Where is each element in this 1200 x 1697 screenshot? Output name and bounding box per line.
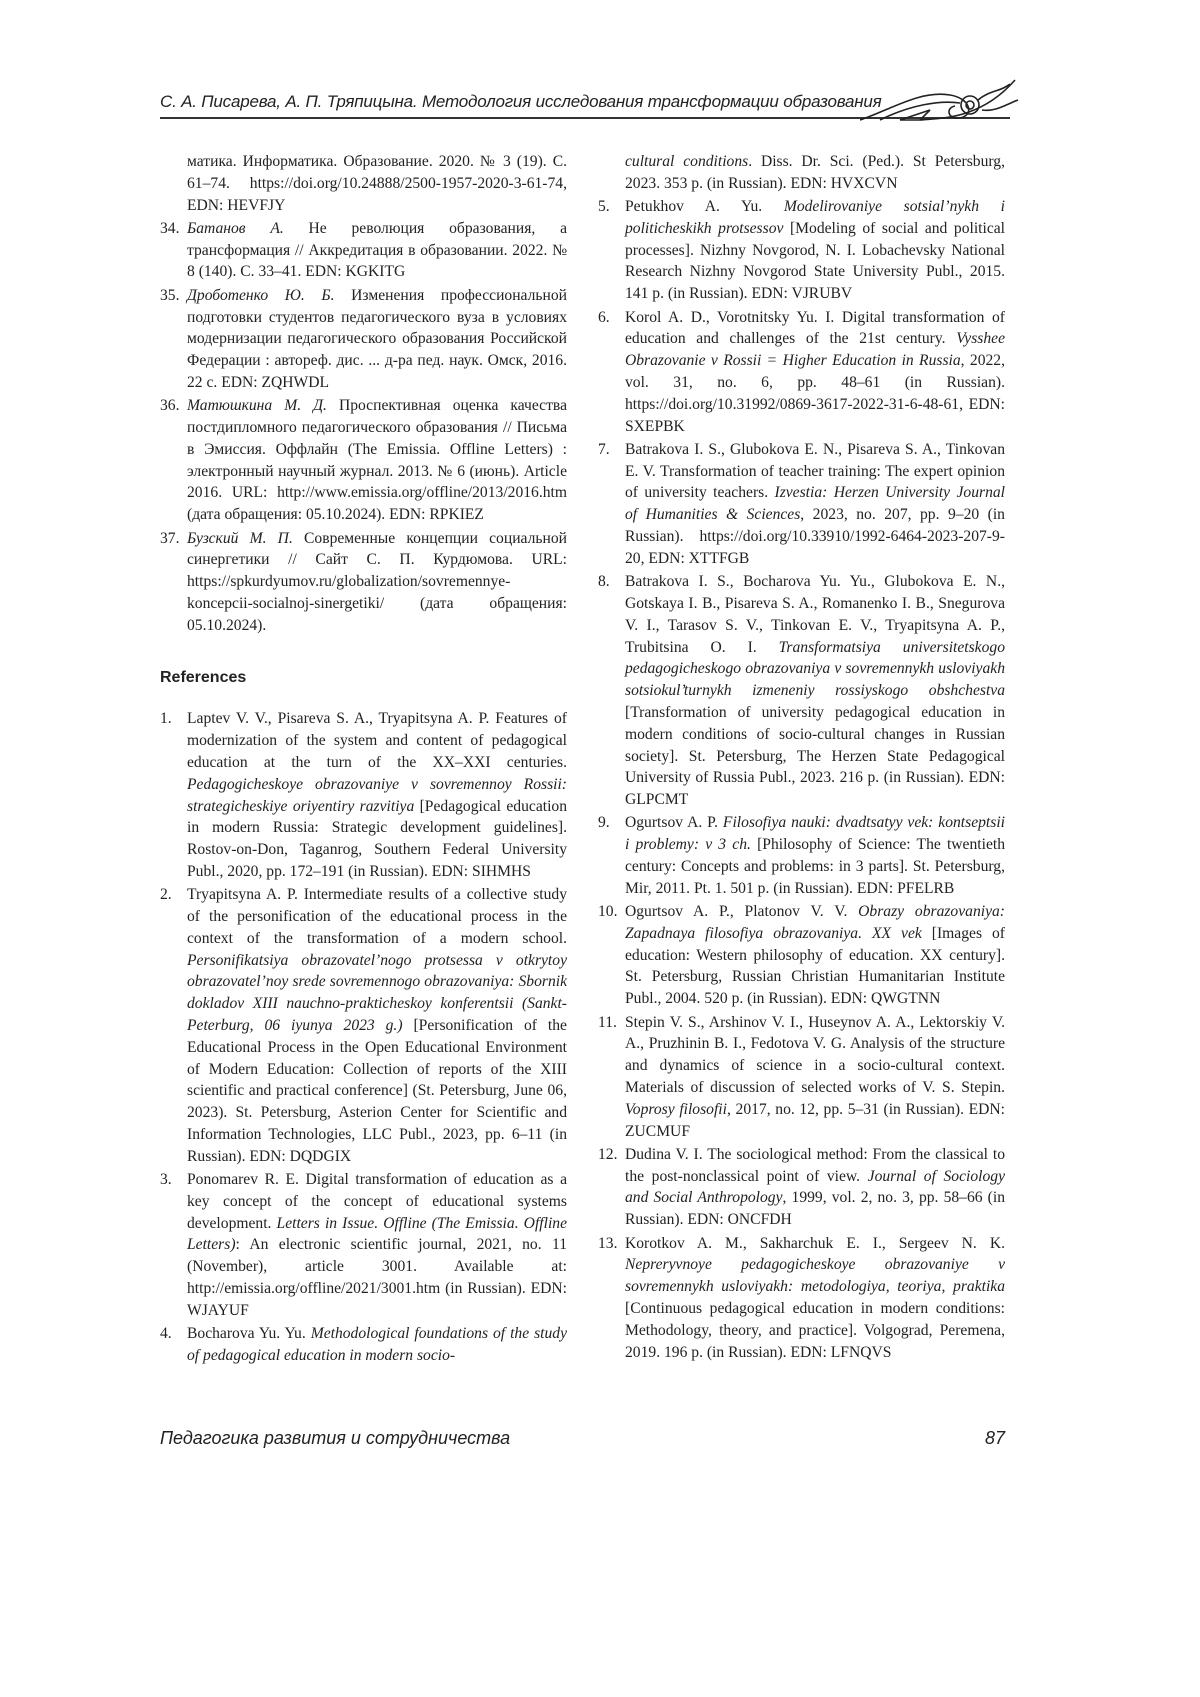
- russian-reference-list: [160, 218, 567, 637]
- italic-title-text: Батанов А.: [187, 220, 284, 237]
- reference-number: 7.: [598, 439, 610, 461]
- reference-entry: [598, 1233, 1005, 1364]
- reference-text: Korotkov A. M., Sakharchuk E. I., Sergeev N. K.: [625, 1235, 1005, 1252]
- reference-number: 6.: [598, 307, 610, 329]
- reference-entry: [598, 1144, 1005, 1231]
- reference-entry: [598, 307, 1005, 438]
- reference-text: Tryapitsyna A. P. Intermediate results of a collective study of the personification of the educational process in the context of the transformation of a modern school.: [187, 886, 567, 947]
- reference-entry: [160, 1323, 567, 1367]
- italic-title-text: Filosofiya nauki: dvadtsatyy vek: kontseptsii i problemy: v 3 ch.: [625, 814, 1005, 853]
- italic-title-text: Transformatsiya universitetskogo pedagogicheskogo obrazovaniya v sovremennykh usloviyakh sotsiokul’turnykh izmeneniy rossiyskogo obshchestva: [625, 639, 1005, 700]
- italic-title-text: Voprosy filosofii: [625, 1101, 727, 1118]
- reference-text: [Continuous pedagogical education in modern conditions: Methodology, theory, and practice]. Volgograd, Peremena, 2019. 196 p. (in Russian). EDN: LFNQVS: [625, 1300, 1005, 1361]
- reference-text: Laptev V. V., Pisareva S. A., Tryapitsyna A. P. Features of modernization of the system and content of pedagogical education at the turn of the XX–XXI centuries.: [187, 710, 567, 771]
- reference-text: Изменения профессиональной подготовки студентов педагогического вуза в условиях модернизации педагогического образования Российской Федерации : автореф. дис. ... д-ра пед. наук. Омск, 2016. 22 с. EDN: ZQHWDL: [187, 287, 567, 391]
- reference-number: 2.: [160, 884, 172, 906]
- reference-text: Dudina V. I. The sociological method: From the classical to the post-nonclassical point of view.: [625, 1146, 1005, 1185]
- reference-text: матика. Информатика. Образование. 2020. № 3 (19). С. 61–74. https://doi.org/10.24888/2500-1957-2020-3-61-74, EDN: HEVFJY: [187, 153, 567, 214]
- reference-text: Ogurtsov A. P., Platonov V. V.: [625, 903, 858, 920]
- italic-title-text: Modelirovaniye sotsial’nykh i politicheskikh protsessov: [625, 198, 1005, 237]
- reference-entry: [160, 708, 567, 882]
- reference-entry: [598, 901, 1005, 1010]
- italic-title-text: Journal of Sociology and Social Anthropology: [625, 1168, 1005, 1207]
- reference-text: , 2022, vol. 31, no. 6, pp. 48–61 (in Russian). https://doi.org/10.31992/0869-3617-2022-31-6-48-61, EDN: SXEPBK: [625, 352, 1005, 434]
- reference-number: 34.: [160, 218, 180, 240]
- italic-title-text: cultural conditions: [625, 153, 748, 170]
- reference-text: Batrakova I. S., Glubokova E. N., Pisareva S. A., Tinkovan E. V. Transformation of teacher training: The expert opinion of university teachers.: [625, 441, 1005, 502]
- reference-number: 13.: [598, 1233, 618, 1255]
- italic-title-text: Nepreryvnoye pedagogicheskoye obrazovaniye v sovremennykh usloviyakh: metodologiya, teoriya, praktika: [625, 1256, 1005, 1295]
- reference-text: , 1999, vol. 2, no. 3, pp. 58–66 (in Russian). EDN: ONCFDH: [625, 1189, 1005, 1228]
- reference-text: Stepin V. S., Arshinov V. I., Huseynov A. A., Lektorskiy V. A., Pruzhinin B. I., Fedotova V. G. Analysis of the structure and dynamics of science in a socio-cultural context. Materials of discussion of selected works of V. S. Stepin.: [625, 1014, 1005, 1096]
- reference-text: Batrakova I. S., Bocharova Yu. Yu., Glubokova E. N., Gotskaya I. B., Pisareva S. A., Romanenko I. B., Snegurova V. I., Tarasov S. V., Tinkovan E. V., Tryapitsyna A. P., Trubitsina O. I.: [625, 573, 1005, 655]
- reference-number: 9.: [598, 812, 610, 834]
- reference-text: Ponomarev R. E. Digital transformation of education as a key concept of the concept of educational systems development.: [187, 1171, 567, 1232]
- running-title: С. А. Писарева, А. П. Тряпицына. Методология исследования трансформации образования: [160, 92, 882, 112]
- reference-text: , 2023, no. 207, pp. 9–20 (in Russian). https://doi.org/10.33910/1992-6464-2023-207-9-20, EDN: XTTFGB: [625, 506, 1005, 567]
- reference-text: [Modeling of social and political processes]. Nizhny Novgorod, N. I. Lobachevsky National Research Nizhny Novgorod State University Publ., 2015. 141 p. (in Russian). EDN: VJRUBV: [625, 220, 1005, 302]
- reference-text: : An electronic scientific journal, 2021, no. 11 (November), article 3001. Available at: http://emissia.org/offline/2021/3001.htm (in Russian). EDN: WJAYUF: [187, 1236, 567, 1318]
- reference-number: 35.: [160, 285, 180, 307]
- reference-text: [Personification of the Educational Process in the Open Educational Environment of Modern Education: Collection of reports of the XIII scientific and practical conference] (St. Petersburg, June 06, 2023). St. Petersburg, Asterion Center for Scientific and Information Technologies, LLC Publ., 2023, pp. 6–11 (in Russian). EDN: DQDGIX: [187, 1017, 567, 1165]
- reference-entry: [598, 812, 1005, 899]
- references-heading: References: [160, 667, 567, 689]
- reference-number: 12.: [598, 1144, 618, 1166]
- reference-text: Современные концепции социальной синергетики // Сайт С. П. Курдюмова. URL: https://spkurdyumov.ru/globalization/sovremennye-koncepcii-socialnoj-sinergetiki/ (дата обращения: 05.10.2024).: [187, 530, 567, 634]
- reference-entry: [598, 196, 1005, 305]
- reference-entry: [160, 528, 567, 637]
- reference-entry: [160, 218, 567, 283]
- reference-entry: [160, 285, 567, 394]
- italic-title-text: Letters in Issue. Offline (The Emissia. Offline Letters): [187, 1215, 567, 1254]
- reference-number: 37.: [160, 528, 180, 550]
- reference-text: Bocharova Yu. Yu.: [187, 1325, 311, 1342]
- reference-number: 4.: [160, 1323, 172, 1345]
- decorative-ornament-icon: [860, 70, 1020, 130]
- italic-title-text: Obrazy obrazovaniya: Zapadnaya filosofiya obrazovaniya. XX vek: [625, 903, 1005, 942]
- reference-text: [Pedagogical education in modern Russia: Strategic development guidelines]. Rostov-on-Don, Taganrog, Southern Federal University Publ., 2020, pp. 172–191 (in Russian). EDN: SIHMHS: [187, 798, 567, 880]
- italic-title-text: Vysshee Obrazovanie v Rossii = Higher Education in Russia: [625, 330, 1005, 369]
- reference-text: [Transformation of university pedagogical education in modern conditions of socio-cultural changes in Russian society]. St. Petersburg, The Herzen State Pedagogical University of Russia Publ., 2023. 216 p. (in Russian). EDN: GLPCMT: [625, 704, 1005, 808]
- reference-entry: [160, 1169, 567, 1322]
- reference-number: 11.: [598, 1012, 617, 1034]
- reference-entry: [598, 571, 1005, 811]
- italic-title-text: Izvestia: Herzen University Journal of Humanities & Sciences: [625, 484, 1005, 523]
- reference-number: 8.: [598, 571, 610, 593]
- reference-number: 1.: [160, 708, 172, 730]
- reference-entry: [598, 1012, 1005, 1143]
- references-list: [160, 708, 567, 1366]
- journal-title: Педагогика развития и сотрудничества: [160, 1428, 510, 1449]
- italic-title-text: Матюшкина М. Д.: [187, 397, 327, 414]
- left-column: [160, 151, 567, 1368]
- reference-number: 5.: [598, 196, 610, 218]
- italic-title-text: Methodological foundations of the study of pedagogical education in modern socio-: [187, 1325, 567, 1364]
- reference-text: [Philosophy of Science: The twentieth century: Concepts and problems: in 3 parts]. St. Petersburg, Mir, 2011. Pt. 1. 501 p. (in Russian). EDN: PFELRB: [625, 836, 1005, 897]
- reference-continuation: [160, 151, 567, 216]
- italic-title-text: Дроботенко Ю. Б.: [187, 287, 335, 304]
- reference-text: . Diss. Dr. Sci. (Ped.). St Petersburg, 2023. 353 p. (in Russian). EDN: HVXCVN: [625, 153, 1005, 192]
- reference-text: [Images of education: Western philosophy of education. XX century]. St. Petersburg, Russian Christian Humanitarian Institute Publ., 2004. 520 p. (in Russian). EDN: QWGTNN: [625, 925, 1005, 1007]
- italic-title-text: Бузский М. П.: [187, 530, 293, 547]
- reference-continuation: [598, 151, 1005, 195]
- reference-entry: [160, 884, 567, 1167]
- reference-text: Не революция образования, а трансформация // Аккредитация в образовании. 2022. № 8 (140). С. 33–41. EDN: KGKITG: [187, 220, 567, 281]
- reference-number: 36.: [160, 395, 180, 417]
- right-column: [598, 151, 1005, 1365]
- references-list-continued: [598, 196, 1005, 1363]
- reference-number: 3.: [160, 1169, 172, 1191]
- reference-text: Korol A. D., Vorotnitsky Yu. I. Digital transformation of education and challenges of the 21st century.: [625, 309, 1005, 348]
- reference-number: 10.: [598, 901, 618, 923]
- reference-entry: [160, 395, 567, 526]
- reference-text: Petukhov A. Yu.: [625, 198, 784, 215]
- page-number: 87: [975, 1428, 1005, 1449]
- reference-entry: [598, 439, 1005, 570]
- reference-text: Ogurtsov A. P.: [625, 814, 723, 831]
- italic-title-text: Pedagogicheskoye obrazovaniye v sovremennoy Rossii: strategicheskiye oriyentiry razvitiya: [187, 776, 567, 815]
- reference-text: , 2017, no. 12, pp. 5–31 (in Russian). EDN: ZUCMUF: [625, 1101, 1005, 1140]
- reference-text: Проспективная оценка качества постдипломного педагогического образования // Письма в Эмиссия. Оффлайн (The Emissia. Offline Letters) : электронный научный журнал. 2013. № 6 (июнь). Article 2016. URL: http://www.emissia.org/offline/2013/2016.htm (дата обращения: 05.10.2024). EDN: RPKIEZ: [187, 397, 567, 523]
- italic-title-text: Personifikatsiya obrazovatel’nogo protsessa v otkrytoy obrazovatel’noy srede sovremennogo obrazovaniya: Sbornik dokladov XIII nauchno-prakticheskoy konferentsii (Sankt-Peterburg, 06 iyunya 2023 g.): [187, 952, 567, 1034]
